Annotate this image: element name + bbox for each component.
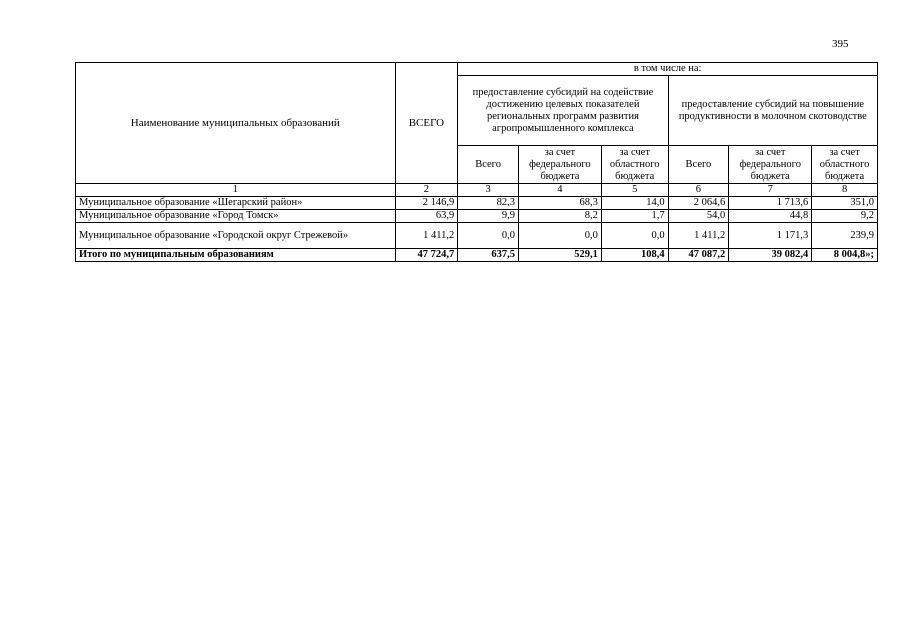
- total-value: 8 004,8»;: [812, 249, 878, 262]
- row-value: 54,0: [668, 210, 729, 223]
- row-value: 68,3: [518, 197, 601, 210]
- header-total-column: ВСЕГО: [395, 63, 458, 184]
- table-row: [76, 210, 878, 223]
- total-value: 637,5: [458, 249, 519, 262]
- table-row: [76, 197, 878, 210]
- table-row: [76, 223, 878, 249]
- header-sub-total: Всего: [668, 146, 729, 184]
- row-value: 0,0: [601, 223, 668, 249]
- column-number-row: [76, 184, 878, 197]
- header-group-agro: предоставление субсидий на содействие достижению целевых показателей региональных программ развития агропромышленного комплекса: [458, 76, 668, 146]
- row-value: 1,7: [601, 210, 668, 223]
- header-including: в том числе на:: [458, 63, 878, 76]
- row-value: 1 411,2: [395, 223, 458, 249]
- column-number: 3: [458, 184, 519, 197]
- row-value: 63,9: [395, 210, 458, 223]
- row-name: Муниципальное образование «Шегарский район»: [76, 197, 396, 210]
- row-value: 1 713,6: [729, 197, 812, 210]
- column-number: 8: [812, 184, 878, 197]
- total-value: 47 724,7: [395, 249, 458, 262]
- total-row-name: Итого по муниципальным образованиям: [76, 249, 396, 262]
- header-sub-federal: за счет федерального бюджета: [518, 146, 601, 184]
- column-number: 2: [395, 184, 458, 197]
- column-number: 7: [729, 184, 812, 197]
- row-value: 14,0: [601, 197, 668, 210]
- row-value: 2 146,9: [395, 197, 458, 210]
- column-number: 4: [518, 184, 601, 197]
- row-value: 239,9: [812, 223, 878, 249]
- row-value: 8,2: [518, 210, 601, 223]
- total-row: [76, 249, 878, 262]
- header-sub-regional: за счет областного бюджета: [812, 146, 878, 184]
- page-number: 395: [832, 38, 849, 50]
- row-value: 1 171,3: [729, 223, 812, 249]
- row-value: 2 064,6: [668, 197, 729, 210]
- subsidy-table: [75, 62, 878, 262]
- row-value: 0,0: [518, 223, 601, 249]
- header-sub-total: Всего: [458, 146, 519, 184]
- column-number: 5: [601, 184, 668, 197]
- total-value: 47 087,2: [668, 249, 729, 262]
- row-value: 9,2: [812, 210, 878, 223]
- row-name: Муниципальное образование «Город Томск»: [76, 210, 396, 223]
- row-value: 82,3: [458, 197, 519, 210]
- total-value: 108,4: [601, 249, 668, 262]
- row-value: 9,9: [458, 210, 519, 223]
- row-value: 44,8: [729, 210, 812, 223]
- total-value: 39 082,4: [729, 249, 812, 262]
- row-value: 0,0: [458, 223, 519, 249]
- column-number: 6: [668, 184, 729, 197]
- row-value: 1 411,2: [668, 223, 729, 249]
- row-name: Муниципальное образование «Городской округ Стрежевой»: [76, 223, 396, 249]
- header-sub-federal: за счет федерального бюджета: [729, 146, 812, 184]
- column-number: 1: [76, 184, 396, 197]
- header-name-column: Наименование муниципальных образований: [76, 63, 396, 184]
- header-sub-regional: за счет областного бюджета: [601, 146, 668, 184]
- row-value: 351,0: [812, 197, 878, 210]
- header-group-dairy: предоставление субсидий на повышение продуктивности в молочном скотоводстве: [668, 76, 877, 146]
- total-value: 529,1: [518, 249, 601, 262]
